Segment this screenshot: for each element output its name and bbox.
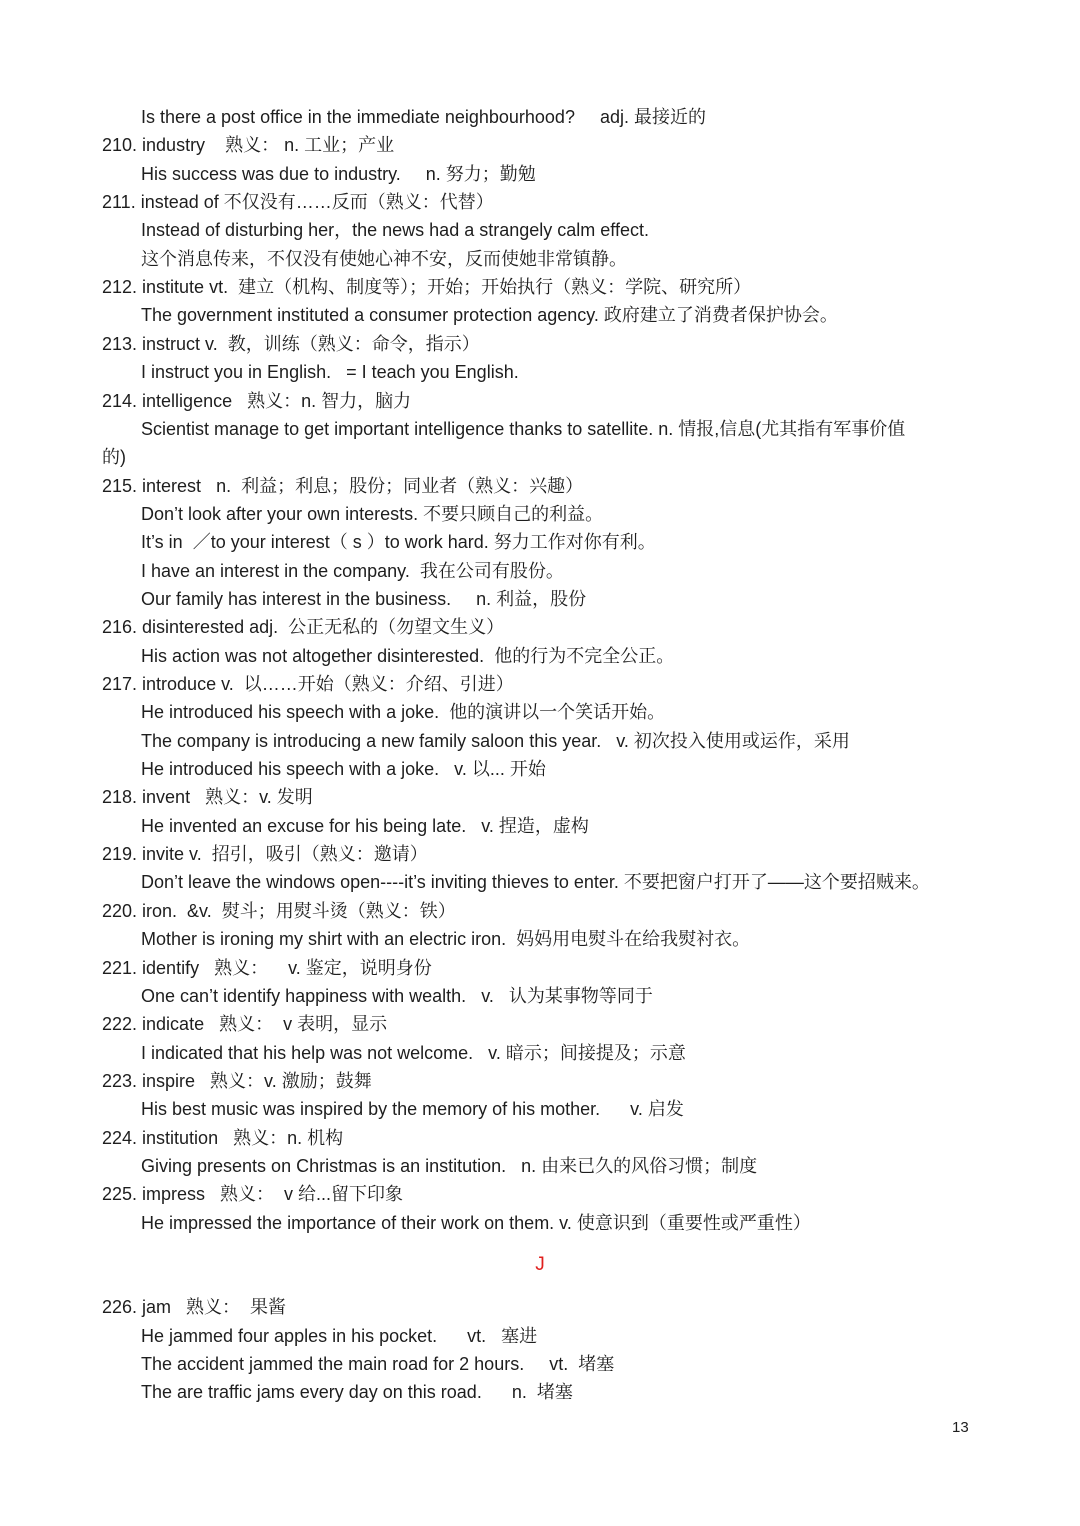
wrapped-continuation-line: 的): [102, 447, 126, 468]
entry-headword-line: 217. introduce v. 以……开始（熟义：介绍、引进）: [102, 674, 514, 694]
entry-headword-line: 219. invite v. 招引，吸引（熟义：邀请）: [102, 844, 428, 865]
entry-headword-line: 213. instruct v. 教，训练（熟义：命令，指示）: [102, 333, 480, 354]
example-sentence-line: His success was due to industry. n. 努力；勤勉: [141, 163, 536, 184]
entry-headword-line: 212. institute vt. 建立（机构、制度等）；开始；开始执行（熟义：学院、研究所）: [102, 277, 752, 298]
example-sentence-line: The accident jammed the main road for 2 hours. vt. 堵塞: [141, 1354, 615, 1375]
entry-headword-line: 210. industry 熟义： n. 工业；产业: [102, 135, 395, 156]
example-sentence-line: He invented an excuse for his being late. v. 捏造，虚构: [141, 815, 589, 836]
entry-headword-line: 214. intelligence 熟义：n. 智力，脑力: [102, 390, 412, 411]
example-sentence-line: I instruct you in English. = I teach you English.: [141, 362, 519, 383]
example-sentence-line: Our family has interest in the business. n. 利益，股份: [141, 588, 587, 609]
entry-headword-line: 215. interest n. 利益；利息；股份；同业者（熟义：兴趣）: [102, 475, 584, 496]
entry-headword-line: 224. institution 熟义：n. 机构: [102, 1127, 344, 1148]
example-sentence-line: Don’t leave the windows open----it’s inviting thieves to enter. 不要把窗户打开了——这个要招贼来。: [141, 872, 930, 893]
example-sentence-line: It’s in ／to your interest（ s ）to work hard. 努力工作对你有利。: [141, 532, 656, 553]
example-sentence-line: He introduced his speech with a joke. v. 以... 开始: [141, 759, 546, 780]
entry-headword-line: 220. iron. &v. 熨斗；用熨斗烫（熟义：铁）: [102, 900, 456, 921]
example-sentence-line: I have an interest in the company. 我在公司有股份。: [141, 560, 564, 581]
entry-headword-line: 211. instead of 不仅没有……反而（熟义：代替）: [102, 192, 494, 213]
example-sentence-line: He introduced his speech with a joke. 他的演讲以一个笑话开始。: [141, 702, 666, 723]
entry-headword-line: 223. inspire 熟义：v. 激励；鼓舞: [102, 1070, 372, 1091]
example-sentence-line: Instead of disturbing her，the news had a strangely calm effect.: [141, 220, 649, 241]
example-sentence-line: One can’t identify happiness with wealth. v. 认为某事物等同于: [141, 985, 653, 1006]
example-sentence-line: The government instituted a consumer protection agency. 政府建立了消费者保护协会。: [141, 305, 838, 326]
example-sentence-line: He impressed the importance of their work on them. v. 使意识到（重要性或严重性）: [141, 1212, 811, 1233]
section-letter-heading: J: [535, 1254, 545, 1275]
example-sentence-line: The company is introducing a new family saloon this year. v. 初次投入使用或运作，采用: [141, 730, 850, 751]
example-sentence-line: Mother is ironing my shirt with an electric iron. 妈妈用电熨斗在给我熨衬衣。: [141, 929, 751, 950]
example-sentence-line: The are traffic jams every day on this road. n. 堵塞: [141, 1382, 573, 1403]
example-sentence-line: I indicated that his help was not welcome. v. 暗示；间接提及；示意: [141, 1042, 686, 1063]
entry-headword-line: 221. identify 熟义： v. 鉴定，说明身份: [102, 957, 432, 978]
example-sentence-line: 这个消息传来，不仅没有使她心神不安，反而使她非常镇静。: [141, 248, 627, 269]
example-sentence-line: Don’t look after your own interests. 不要只顾自己的利益。: [141, 503, 604, 524]
example-sentence-line: Is there a post office in the immediate neighbourhood? adj. 最接近的: [141, 107, 706, 127]
entry-headword-line: 218. invent 熟义：v. 发明: [102, 787, 313, 808]
entry-headword-line: 222. indicate 熟义： v 表明，显示: [102, 1014, 388, 1035]
entry-headword-line: 225. impress 熟义： v 给...留下印象: [102, 1184, 404, 1205]
entry-headword-line: 216. disinterested adj. 公正无私的（勿望文生义）: [102, 617, 505, 638]
entry-headword-line: 226. jam 熟义： 果酱: [102, 1297, 287, 1318]
example-sentence-line: His action was not altogether disinterested. 他的行为不完全公正。: [141, 645, 675, 666]
example-sentence-line: Giving presents on Christmas is an institution. n. 由来已久的风俗习惯；制度: [141, 1155, 758, 1176]
example-sentence-line: He jammed four apples in his pocket. vt. 塞进: [141, 1325, 538, 1346]
page-number: 13: [952, 1419, 969, 1436]
example-sentence-line: Scientist manage to get important intelligence thanks to satellite. n. 情报,信息(尤其指有军事价值: [141, 418, 906, 439]
example-sentence-line: His best music was inspired by the memory of his mother. v. 启发: [141, 1099, 684, 1120]
